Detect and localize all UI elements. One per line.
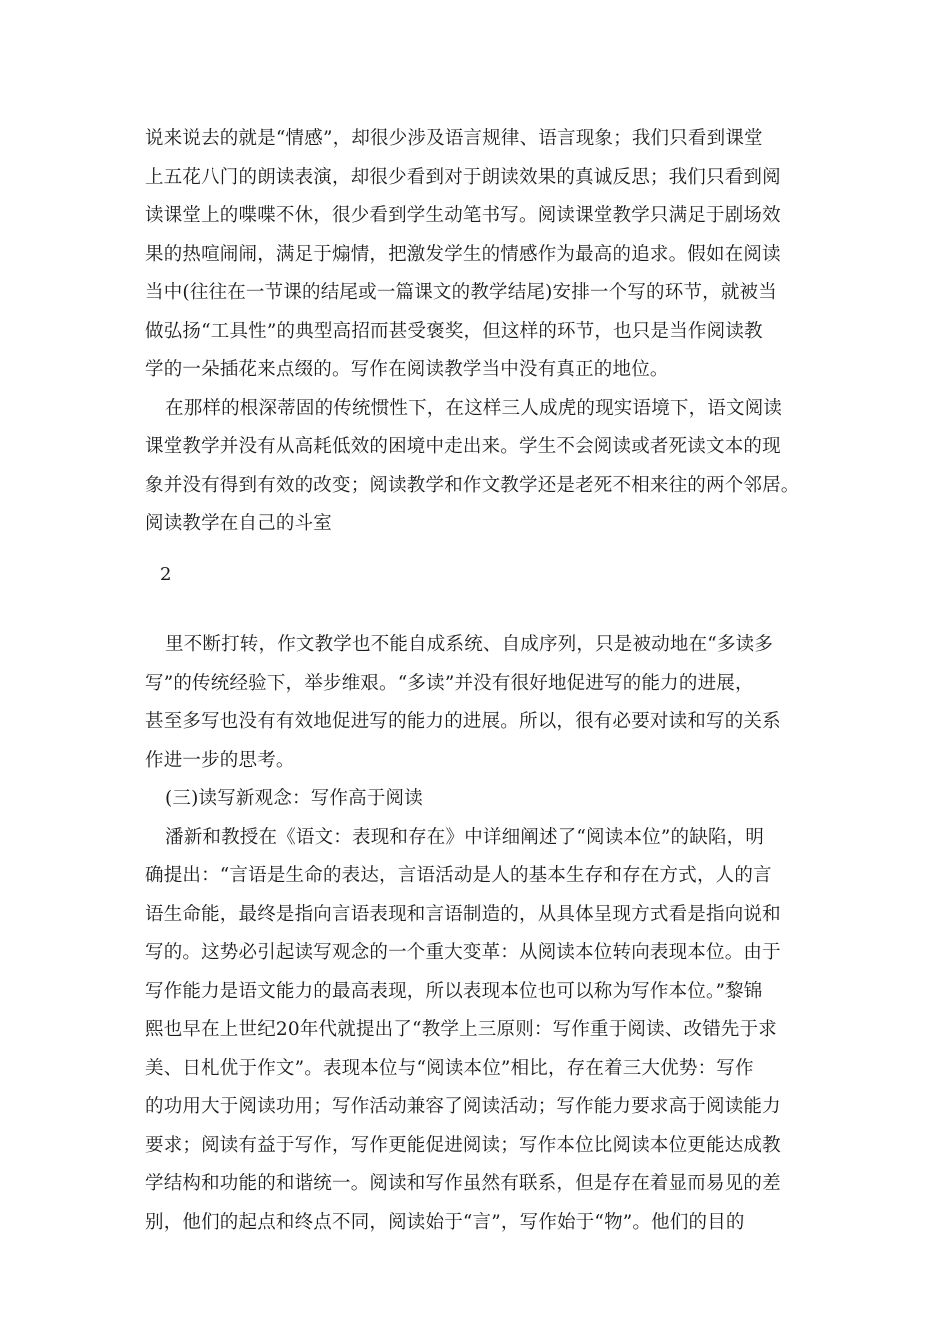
text-line: 甚至多写也没有有效地促进写的能力的进展。所以，很有必要对读和写的关系 [145,711,781,732]
text-line: 美、日札优于作文”。表现本位与“阅读本位”相比，存在着三大优势：写作 [145,1057,754,1079]
text-line: 在那样的根深蒂固的传统惯性下，在这样三人成虎的现实语境下，语文阅读 [165,397,783,419]
text-line: 当中(往往在一节课的结尾或一篇课文的教学结尾)安排一个写的环节，就被当 [145,282,777,303]
text-line: 做弘扬“工具性”的典型高招而甚受褒奖，但这样的环节，也只是当作阅读教 [145,320,763,342]
text-line: 上五花八门的朗读表演，却很少看到对于朗读效果的真诚反思；我们只看到阅 [145,166,781,188]
text-line: 写作能力是语文能力的最高表现，所以表现本位也可以称为写作本位。”黎锦 [145,980,763,1002]
text-line: 课堂教学并没有从高耗低效的困境中走出来。学生不会阅读或者死读文本的现 [145,436,781,457]
text-line: 要求；阅读有益于写作，写作更能促进阅读；写作本位比阅读本位更能达成教 [145,1134,781,1156]
text-block-top [145,120,815,544]
section-heading: (三)读写新观念：写作高于阅读 [165,788,423,809]
text-line: 里不断打转，作文教学也不能自成系统、自成序列，只是被动地在“多读多 [165,634,774,655]
text-line: 熙也早在上世纪20年代就提出了“教学上三原则：写作重于阅读、改错先于求 [145,1019,778,1040]
text-line: 别，他们的起点和终点不同，阅读始于“言”，写作始于“物”。他们的目的 [145,1211,745,1233]
page-number: 2 [160,564,172,585]
text-line: 写的。这势必引起读写观念的一个重大变革：从阅读本位转向表现本位。由于 [145,942,781,963]
text-line: 学的一朵插花来点缀的。写作在阅读教学当中没有真正的地位。 [145,359,669,380]
text-line: 阅读教学在自己的斗室 [145,513,333,534]
text-line: 象并没有得到有效的改变；阅读教学和作文教学还是老死不相来往的两个邻居。 [145,474,800,496]
text-line: 的功用大于阅读功用；写作活动兼容了阅读活动；写作能力要求高于阅读能力 [145,1096,781,1117]
text-line: 学结构和功能的和谐统一。阅读和写作虽然有联系，但是存在着显而易见的差 [145,1173,781,1194]
text-line: 写”的传统经验下，举步维艰。“多读”并没有很好地促进写的能力的进展， [145,672,754,694]
text-line: 读课堂上的喋喋不休，很少看到学生动笔书写。阅读课堂教学只满足于剧场效 [145,205,781,226]
text-line: 说来说去的就是“情感”，却很少涉及语言规律、语言现象；我们只看到课堂 [145,128,763,149]
text-line: 果的热喧闹闹，满足于煽情，把激发学生的情感作为最高的追求。假如在阅读 [145,243,781,265]
text-line: 确提出：“言语是生命的表达，言语活动是人的基本生存和存在方式，人的言 [145,865,772,886]
text-block-bottom [145,626,815,1242]
text-line: 作进一步的思考。 [145,749,295,771]
text-line: 语生命能，最终是指向言语表现和言语制造的，从具体呈现方式看是指向说和 [145,903,781,925]
text-line: 潘新和教授在《语文：表现和存在》中详细阐述了“阅读本位”的缺陷，明 [165,826,765,848]
